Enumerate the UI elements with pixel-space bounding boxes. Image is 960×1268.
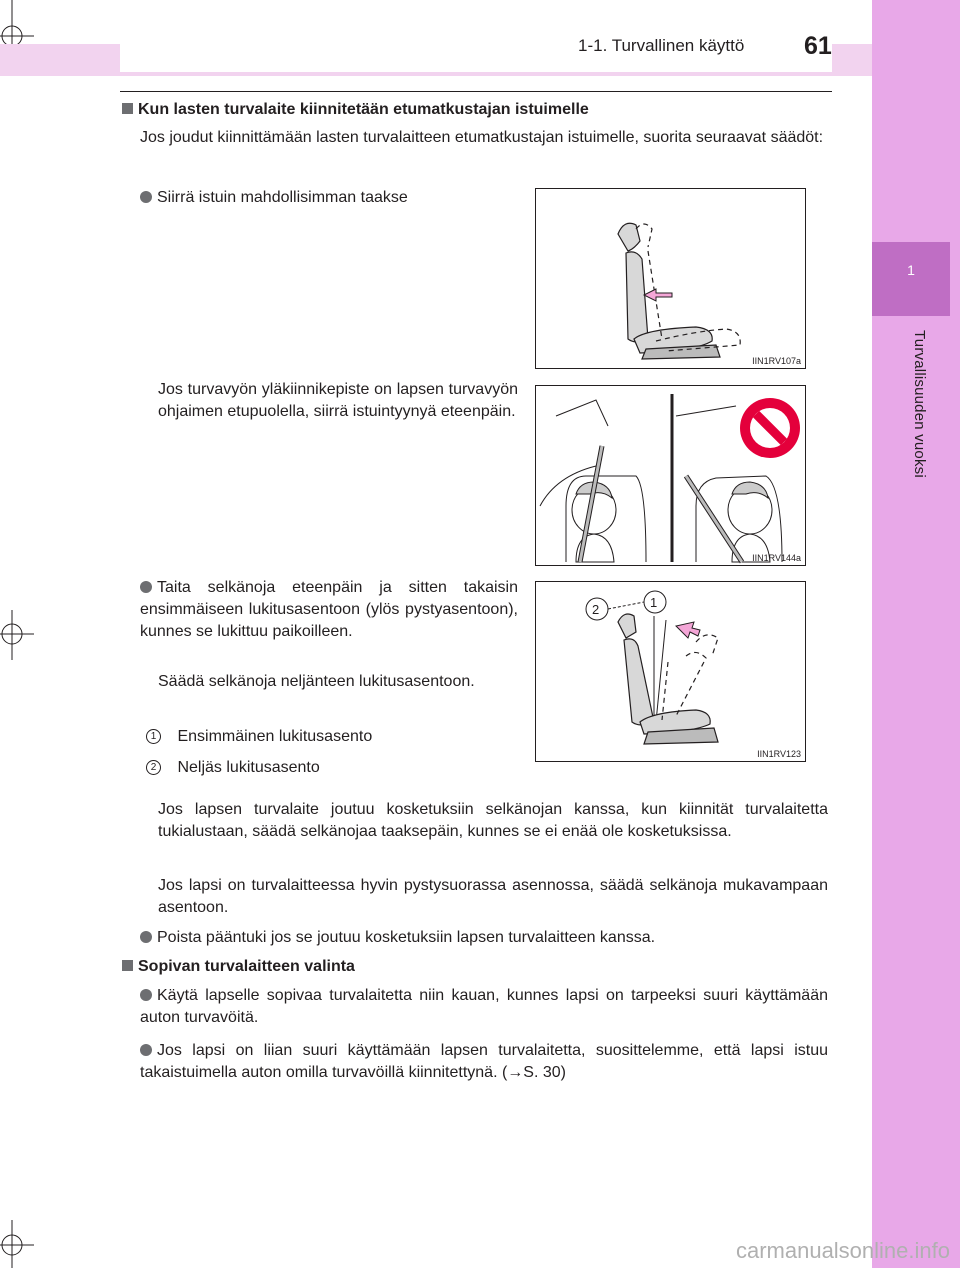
chapter-sidebar [872, 0, 960, 1268]
note-paragraph: Jos lapsen turvalaite joutuu kosketuksiin selkänojan kanssa, kun kiinnität turvalaitetta tukialustaan, säädä selkänojaa taaksepäin, kunnes se ei enää ole kosketuksissa. [158, 801, 828, 840]
bullet-dot-icon [140, 581, 152, 593]
number-marker: 1 [146, 729, 161, 744]
chapter-number: 1 [907, 262, 915, 278]
intro-paragraph: Jos joudut kiinnittämään lasten turvalaitteen etumatkustajan istuimelle, suorita seuraavat säädöt: [140, 129, 824, 146]
section-title: 1-1. Turvallinen käyttö [578, 36, 745, 55]
legend-item [146, 759, 320, 777]
bullet-text: Poista pääntuki jos se joutuu kosketuksiin lapsen turvalaitteen kanssa. [157, 929, 656, 946]
chapter-title: Turvallisuuden vuoksi [911, 330, 928, 478]
callout-2: 2 [592, 602, 600, 617]
bullet-item [140, 985, 828, 1029]
bullet-note: Säädä selkänoja neljänteen lukitusasentoon. [158, 673, 475, 690]
bullet-dot-icon [140, 931, 152, 943]
figure-seatback-lock [535, 581, 806, 762]
bullet-dot-icon [140, 191, 152, 203]
callout-1: 1 [650, 595, 658, 610]
bullet-dot-icon [140, 989, 152, 1001]
square-bullet-icon [122, 960, 133, 971]
belt-guide-illustration [536, 386, 805, 565]
heading-text: Kun lasten turvalaite kiinnitetään etumatkustajan istuimelle [138, 101, 589, 118]
watermark: carmanualsonline.info [735, 1238, 950, 1263]
legend-text: Neljäs lukitusasento [177, 759, 320, 776]
page-number: 61 [804, 32, 832, 60]
section-heading [122, 101, 589, 119]
bullet-text: Jos lapsi on liian suuri käyttämään lapsen turvalaitetta, suosittelemme, että lapsi istuu takaistuimella auton omilla turvavöillä kiinnitettynä. (→S. 30) [140, 1042, 828, 1081]
bullet-dot-icon [140, 1044, 152, 1056]
bullet-note: Jos turvavyön yläkiinnikepiste on lapsen turvavyön ohjaimen etupuolella, siirrä istuintyynyä eteenpäin. [158, 381, 518, 420]
bullet-text: Taita selkänoja eteenpäin ja sitten takaisin ensimmäiseen lukitusasentoon (ylös pystyasentoon), kunnes se lukittuu paikoilleen. [140, 579, 518, 640]
number-marker: 2 [146, 760, 161, 775]
bullet-item [140, 577, 518, 643]
bullet-item [140, 1040, 828, 1084]
legend-item [146, 728, 372, 746]
bullet-text: Käytä lapselle sopivaa turvalaitetta niin kauan, kunnes lapsi on tarpeeksi suuri käyttämään auton turvavöitä. [140, 987, 828, 1026]
figure-code: IIN1RV123 [757, 749, 801, 759]
legend-text: Ensimmäinen lukitusasento [177, 728, 373, 745]
note-paragraph: Jos lapsi on turvalaitteessa hyvin pystysuorassa asennossa, säädä selkänoja mukavampaan asentoon. [158, 877, 828, 916]
figure-seat-slide [535, 188, 806, 369]
header-rule [120, 91, 832, 92]
bullet-item [140, 187, 520, 209]
bullet-item [140, 927, 830, 949]
figure-code: IIN1RV107a [752, 356, 801, 366]
seat-slide-illustration [536, 189, 805, 368]
seatback-lock-illustration [536, 582, 805, 761]
section-heading [122, 958, 355, 976]
figure-code: IIN1RV144a [752, 553, 801, 563]
bullet-text: Siirrä istuin mahdollisimman taakse [157, 189, 408, 206]
chapter-tab[interactable] [872, 242, 950, 316]
figure-belt-guide [535, 385, 806, 566]
heading-text: Sopivan turvalaitteen valinta [138, 958, 355, 975]
square-bullet-icon [122, 103, 133, 114]
